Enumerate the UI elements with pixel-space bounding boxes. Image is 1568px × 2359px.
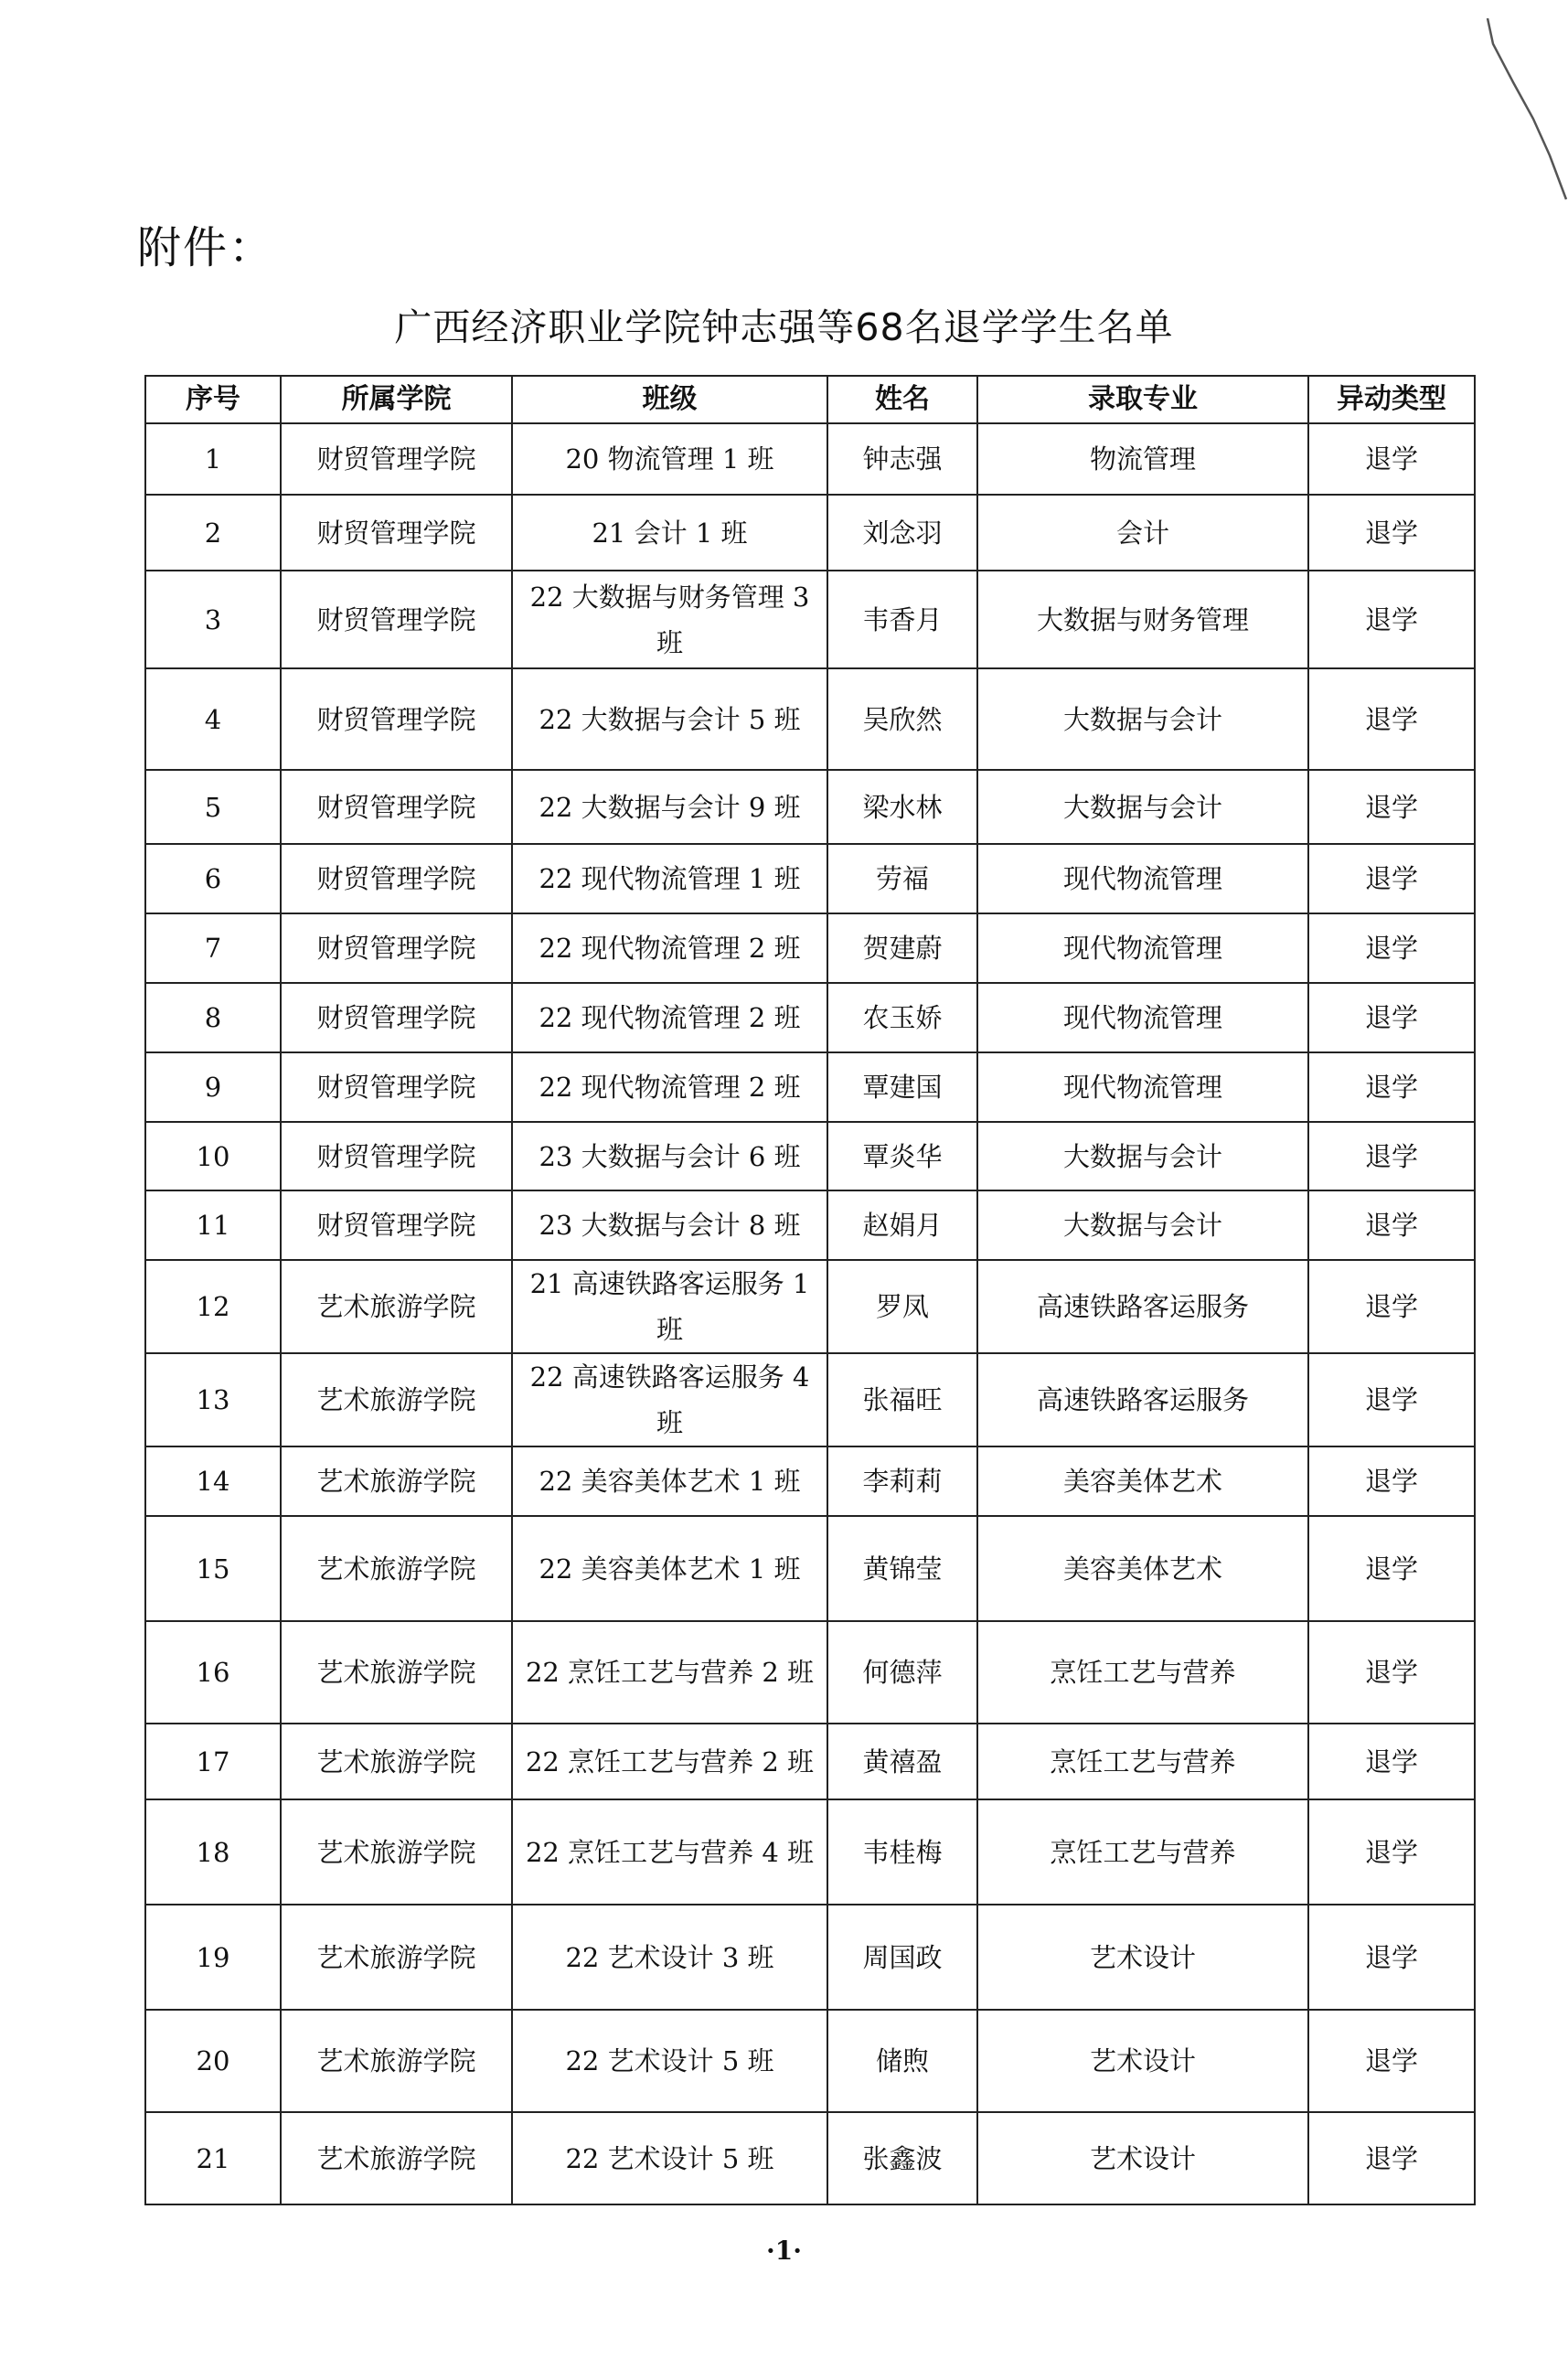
cell-major: 大数据与财务管理 bbox=[977, 571, 1308, 668]
cell-seq: 12 bbox=[145, 1260, 281, 1353]
cell-class: 22 现代物流管理 2 班 bbox=[512, 1052, 827, 1122]
document-title: 广西经济职业学院钟志强等68名退学学生名单 bbox=[394, 305, 1174, 349]
table-row bbox=[145, 983, 1475, 1052]
table-row bbox=[145, 1905, 1475, 2010]
cell-name: 韦香月 bbox=[827, 571, 977, 668]
cell-college: 艺术旅游学院 bbox=[281, 1260, 512, 1353]
cell-class: 22 现代物流管理 2 班 bbox=[512, 913, 827, 983]
cell-change-type: 退学 bbox=[1308, 2010, 1475, 2112]
cell-name: 何德萍 bbox=[827, 1621, 977, 1724]
cell-major: 会计 bbox=[977, 495, 1308, 571]
cell-college: 艺术旅游学院 bbox=[281, 1621, 512, 1724]
cell-class: 23 大数据与会计 6 班 bbox=[512, 1122, 827, 1190]
cell-seq: 11 bbox=[145, 1190, 281, 1260]
cell-major: 大数据与会计 bbox=[977, 1190, 1308, 1260]
table-row bbox=[145, 2112, 1475, 2204]
cell-class: 22 大数据与会计 5 班 bbox=[512, 668, 827, 770]
cell-change-type: 退学 bbox=[1308, 423, 1475, 495]
cell-name: 梁水林 bbox=[827, 770, 977, 844]
cell-college: 财贸管理学院 bbox=[281, 1052, 512, 1122]
cell-name: 罗凤 bbox=[827, 1260, 977, 1353]
cell-change-type: 退学 bbox=[1308, 913, 1475, 983]
cell-seq: 2 bbox=[145, 495, 281, 571]
cell-college: 艺术旅游学院 bbox=[281, 1353, 512, 1446]
cell-change-type: 退学 bbox=[1308, 1621, 1475, 1724]
cell-college: 财贸管理学院 bbox=[281, 1190, 512, 1260]
cell-class: 22 艺术设计 3 班 bbox=[512, 1905, 827, 2010]
cell-name: 劳福 bbox=[827, 844, 977, 913]
cell-change-type: 退学 bbox=[1308, 1190, 1475, 1260]
cell-change-type: 退学 bbox=[1308, 1353, 1475, 1446]
cell-seq: 13 bbox=[145, 1353, 281, 1446]
cell-major: 艺术设计 bbox=[977, 2112, 1308, 2204]
cell-seq: 3 bbox=[145, 571, 281, 668]
cell-seq: 14 bbox=[145, 1446, 281, 1516]
cell-seq: 20 bbox=[145, 2010, 281, 2112]
cell-change-type: 退学 bbox=[1308, 983, 1475, 1052]
cell-major: 高速铁路客运服务 bbox=[977, 1353, 1308, 1446]
cell-college: 财贸管理学院 bbox=[281, 1122, 512, 1190]
table-row bbox=[145, 770, 1475, 844]
cell-college: 艺术旅游学院 bbox=[281, 1446, 512, 1516]
cell-name: 吴欣然 bbox=[827, 668, 977, 770]
cell-seq: 5 bbox=[145, 770, 281, 844]
header-name: 姓名 bbox=[827, 376, 977, 423]
cell-change-type: 退学 bbox=[1308, 2112, 1475, 2204]
cell-major: 现代物流管理 bbox=[977, 983, 1308, 1052]
cell-change-type: 退学 bbox=[1308, 1799, 1475, 1905]
cell-college: 艺术旅游学院 bbox=[281, 1724, 512, 1799]
table-row bbox=[145, 1122, 1475, 1190]
cell-name: 黄禧盈 bbox=[827, 1724, 977, 1799]
cell-college: 财贸管理学院 bbox=[281, 495, 512, 571]
cell-major: 高速铁路客运服务 bbox=[977, 1260, 1308, 1353]
cell-class: 22 现代物流管理 1 班 bbox=[512, 844, 827, 913]
page-number: ·1· bbox=[766, 2236, 802, 2266]
cell-class: 21 会计 1 班 bbox=[512, 495, 827, 571]
table-row bbox=[145, 913, 1475, 983]
cell-change-type: 退学 bbox=[1308, 1052, 1475, 1122]
table-row bbox=[145, 1190, 1475, 1260]
table-row bbox=[145, 495, 1475, 571]
cell-college: 财贸管理学院 bbox=[281, 844, 512, 913]
cell-major: 烹饪工艺与营养 bbox=[977, 1799, 1308, 1905]
cell-name: 刘念羽 bbox=[827, 495, 977, 571]
cell-class: 22 烹饪工艺与营养 2 班 bbox=[512, 1621, 827, 1724]
cell-change-type: 退学 bbox=[1308, 495, 1475, 571]
cell-change-type: 退学 bbox=[1308, 770, 1475, 844]
cell-name: 张福旺 bbox=[827, 1353, 977, 1446]
cell-college: 艺术旅游学院 bbox=[281, 2010, 512, 2112]
cell-name: 储煦 bbox=[827, 2010, 977, 2112]
cell-seq: 16 bbox=[145, 1621, 281, 1724]
cell-class: 22 艺术设计 5 班 bbox=[512, 2010, 827, 2112]
cell-name: 周国政 bbox=[827, 1905, 977, 2010]
cell-major: 大数据与会计 bbox=[977, 668, 1308, 770]
cell-name: 张鑫波 bbox=[827, 2112, 977, 2204]
cell-seq: 6 bbox=[145, 844, 281, 913]
cell-change-type: 退学 bbox=[1308, 1122, 1475, 1190]
cell-college: 艺术旅游学院 bbox=[281, 1516, 512, 1621]
cell-class: 22 烹饪工艺与营养 4 班 bbox=[512, 1799, 827, 1905]
cell-name: 黄锦莹 bbox=[827, 1516, 977, 1621]
cell-name: 钟志强 bbox=[827, 423, 977, 495]
table-row bbox=[145, 668, 1475, 770]
cell-major: 艺术设计 bbox=[977, 1905, 1308, 2010]
cell-change-type: 退学 bbox=[1308, 1905, 1475, 2010]
cell-seq: 9 bbox=[145, 1052, 281, 1122]
cell-college: 财贸管理学院 bbox=[281, 983, 512, 1052]
table-row bbox=[145, 1621, 1475, 1724]
cell-name: 覃建国 bbox=[827, 1052, 977, 1122]
cell-change-type: 退学 bbox=[1308, 1446, 1475, 1516]
cell-class: 22 现代物流管理 2 班 bbox=[512, 983, 827, 1052]
table-row bbox=[145, 2010, 1475, 2112]
cell-name: 农玉娇 bbox=[827, 983, 977, 1052]
cell-major: 大数据与会计 bbox=[977, 1122, 1308, 1190]
header-college: 所属学院 bbox=[281, 376, 512, 423]
cell-college: 财贸管理学院 bbox=[281, 423, 512, 495]
table-row bbox=[145, 423, 1475, 495]
table-row bbox=[145, 1724, 1475, 1799]
cell-seq: 4 bbox=[145, 668, 281, 770]
header-major: 录取专业 bbox=[977, 376, 1308, 423]
cell-change-type: 退学 bbox=[1308, 844, 1475, 913]
header-row bbox=[145, 376, 1475, 423]
cell-class: 22 烹饪工艺与营养 2 班 bbox=[512, 1724, 827, 1799]
header-change-type: 异动类型 bbox=[1308, 376, 1475, 423]
cell-college: 财贸管理学院 bbox=[281, 668, 512, 770]
cell-class: 22 美容美体艺术 1 班 bbox=[512, 1446, 827, 1516]
cell-college: 艺术旅游学院 bbox=[281, 1905, 512, 2010]
cell-seq: 19 bbox=[145, 1905, 281, 2010]
cell-major: 现代物流管理 bbox=[977, 844, 1308, 913]
cell-name: 贺建蔚 bbox=[827, 913, 977, 983]
cell-class: 22 艺术设计 5 班 bbox=[512, 2112, 827, 2204]
cell-major: 现代物流管理 bbox=[977, 913, 1308, 983]
cell-change-type: 退学 bbox=[1308, 1724, 1475, 1799]
cell-major: 烹饪工艺与营养 bbox=[977, 1621, 1308, 1724]
table-row bbox=[145, 1353, 1475, 1446]
table-row bbox=[145, 1799, 1475, 1905]
cell-major: 现代物流管理 bbox=[977, 1052, 1308, 1122]
cell-name: 韦桂梅 bbox=[827, 1799, 977, 1905]
cell-class: 21 高速铁路客运服务 1 班 bbox=[512, 1260, 827, 1353]
cell-college: 艺术旅游学院 bbox=[281, 1799, 512, 1905]
cell-college: 财贸管理学院 bbox=[281, 913, 512, 983]
cell-class: 22 高速铁路客运服务 4 班 bbox=[512, 1353, 827, 1446]
cell-name: 赵娟月 bbox=[827, 1190, 977, 1260]
table-row bbox=[145, 1052, 1475, 1122]
cell-change-type: 退学 bbox=[1308, 668, 1475, 770]
header-class: 班级 bbox=[512, 376, 827, 423]
cell-name: 李莉莉 bbox=[827, 1446, 977, 1516]
cell-major: 烹饪工艺与营养 bbox=[977, 1724, 1308, 1799]
table-row bbox=[145, 1446, 1475, 1516]
header-seq: 序号 bbox=[145, 376, 281, 423]
cell-class: 22 美容美体艺术 1 班 bbox=[512, 1516, 827, 1621]
cell-major: 大数据与会计 bbox=[977, 770, 1308, 844]
cell-class: 22 大数据与财务管理 3 班 bbox=[512, 571, 827, 668]
cell-seq: 15 bbox=[145, 1516, 281, 1621]
table-header bbox=[145, 376, 1475, 423]
table-row bbox=[145, 571, 1475, 668]
cell-major: 艺术设计 bbox=[977, 2010, 1308, 2112]
cell-class: 22 大数据与会计 9 班 bbox=[512, 770, 827, 844]
cell-seq: 17 bbox=[145, 1724, 281, 1799]
cell-seq: 7 bbox=[145, 913, 281, 983]
cell-class: 20 物流管理 1 班 bbox=[512, 423, 827, 495]
cell-change-type: 退学 bbox=[1308, 1260, 1475, 1353]
cell-seq: 10 bbox=[145, 1122, 281, 1190]
cell-change-type: 退学 bbox=[1308, 1516, 1475, 1621]
cell-seq: 18 bbox=[145, 1799, 281, 1905]
table-row bbox=[145, 1260, 1475, 1353]
cell-seq: 1 bbox=[145, 423, 281, 495]
attachment-label: 附件： bbox=[137, 222, 275, 273]
student-withdrawal-table bbox=[144, 375, 1476, 2205]
cell-class: 23 大数据与会计 8 班 bbox=[512, 1190, 827, 1260]
scan-edge-mark bbox=[1486, 18, 1568, 201]
cell-major: 美容美体艺术 bbox=[977, 1516, 1308, 1621]
cell-seq: 8 bbox=[145, 983, 281, 1052]
table-body bbox=[145, 423, 1475, 2204]
cell-major: 美容美体艺术 bbox=[977, 1446, 1308, 1516]
cell-college: 财贸管理学院 bbox=[281, 571, 512, 668]
cell-name: 覃炎华 bbox=[827, 1122, 977, 1190]
table-row bbox=[145, 1516, 1475, 1621]
cell-college: 财贸管理学院 bbox=[281, 770, 512, 844]
table-row bbox=[145, 844, 1475, 913]
cell-change-type: 退学 bbox=[1308, 571, 1475, 668]
cell-college: 艺术旅游学院 bbox=[281, 2112, 512, 2204]
cell-seq: 21 bbox=[145, 2112, 281, 2204]
cell-major: 物流管理 bbox=[977, 423, 1308, 495]
